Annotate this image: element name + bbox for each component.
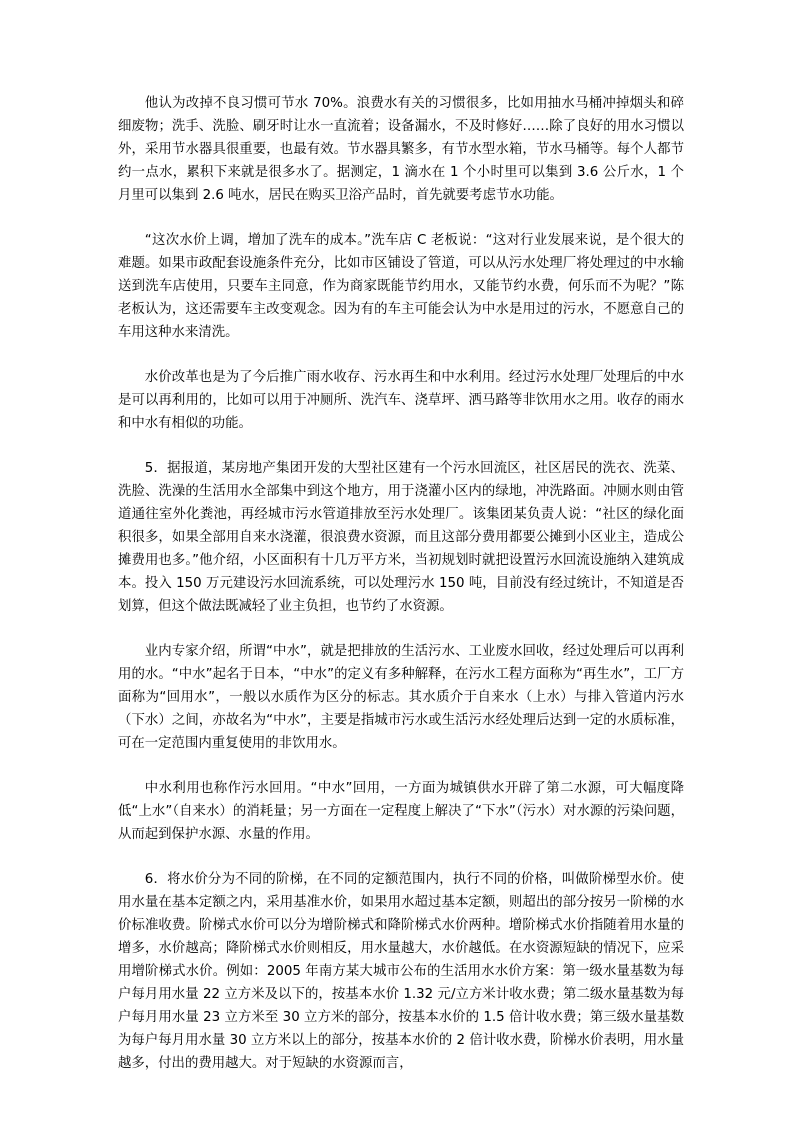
paragraph-reclaimed-water-definition: 业内专家介绍，所谓“中水”，就是把排放的生活污水、工业废水回收，经过处理后可以再利用的水。“中水”起名于日本，“中水”的定义有多种解释，在污水工程方面称为“再生水”，工厂方面称为“回用水”，一般以水质作为区分的标志。其水质介于自来水（上水）与排入管道内污水（下水）之间，亦故名为“中水”，主要是指城市污水或生活污水经处理后达到一定的水质标准，可在一定范围内重复使用的非饮用水。 xyxy=(118,644,684,751)
paragraph-item-6-tiered-pricing: 6．将水价分为不同的阶梯，在不同的定额范围内，执行不同的价格，叫做阶梯型水价。使用水量在基本定额之内，采用基准水价，如果用水超过基本定额，则超出的部分按另一阶梯的水价标准收费。阶梯式水价可以分为增阶梯式和降阶梯式水价两种。增阶梯式水价指随着用水量的增多，水价越高；降阶梯式水价则相反，用水量越大，水价越低。在水资源短缺的情况下，应采用增阶梯式水价。例如：2005 年南方某大城市公布的生活用水水价方案：第一级水量基数为每户每月用水量 22 立方米及以下的，按基本水价 1.32 元/立方米计收水费；第二级水量基数为每户每月用水量 23 立方米至 30 立方米的部分，按基本水价的 1.5 倍计收水费；第三级水量基数为每户每月用水量 30 立方米以上的部分，按基本水价的 2 倍计收水费，阶梯水价表明，用水量越多，付出的费用越大。对于短缺的水资源而言， xyxy=(118,872,684,1071)
paragraph-item-5-wastewater-reflux: 5．据报道，某房地产集团开发的大型社区建有一个污水回流区，社区居民的洗衣、洗菜、洗脸、洗澡的生活用水全部集中到这个地方，用于浇灌小区内的绿地，冲洗路面。冲厕水则由管道通往室外化粪池，再经城市污水管道排放至污水处理厂。该集团某负责人说：“社区的绿化面积很多，如果全部用自来水浇灌，很浪费水资源，而且这部分费用都要公摊到小区业主，造成公摊费用也多。”他介绍，小区面积有十几万平方米，当初规划时就把设置污水回流设施纳入建筑成本。投入 150 万元建设污水回流系统，可以处理污水 150 吨，目前没有经过统计，不知道是否划算，但这个做法既减轻了业主负担，也节约了水资源。 xyxy=(118,461,684,614)
paragraph-water-saving-habits: 他认为改掉不良习惯可节水 70%。浪费水有关的习惯很多，比如用抽水马桶冲掉烟头和碎细废物；洗手、洗脸、刷牙时让水一直流着；设备漏水，不及时修好……除了良好的用水习惯以外，采用节水器具很重要，也最有效。节水器具繁多，有节水型水箱，节水马桶等。每个人都节约一点水，累积下来就是很多水了。据测定，1 滴水在 1 个小时里可以集到 3.6 公斤水，1 个月里可以集到 2.6 吨水，居民在购买卫浴产品时，首先就要考虑节水功能。 xyxy=(118,96,684,203)
paragraph-reclaimed-water-reuse: 中水利用也称作污水回用。“中水”回用，一方面为城镇供水开辟了第二水源，可大幅度降低“上水”（自来水）的消耗量；另一方面在一定程度上解决了“下水”（污水）对水源的污染问题，从而起到保护水源、水量的作用。 xyxy=(118,781,684,842)
paragraph-water-price-reform: 水价改革也是为了今后推广雨水收存、污水再生和中水利用。经过污水处理厂处理后的中水是可以再利用的，比如可以用于冲厕所、洗汽车、浇草坪、洒马路等非饮用水之用。收存的雨水和中水有相似的功能。 xyxy=(118,370,684,431)
paragraph-car-wash-owner: “这次水价上调，增加了洗车的成本。”洗车店 C 老板说：“这对行业发展来说，是个很大的难题。如果市政配套设施条件充分，比如市区铺设了管道，可以从污水处理厂将处理过的中水输送到洗车店使用，只要车主同意，作为商家既能节约用水，又能节约水费，何乐而不为呢？”陈老板认为，这还需要车主改变观念。因为有的车主可能会认为中水是用过的污水，不愿意自己的车用这种水来清洗。 xyxy=(118,233,684,340)
document-page xyxy=(118,92,684,1075)
